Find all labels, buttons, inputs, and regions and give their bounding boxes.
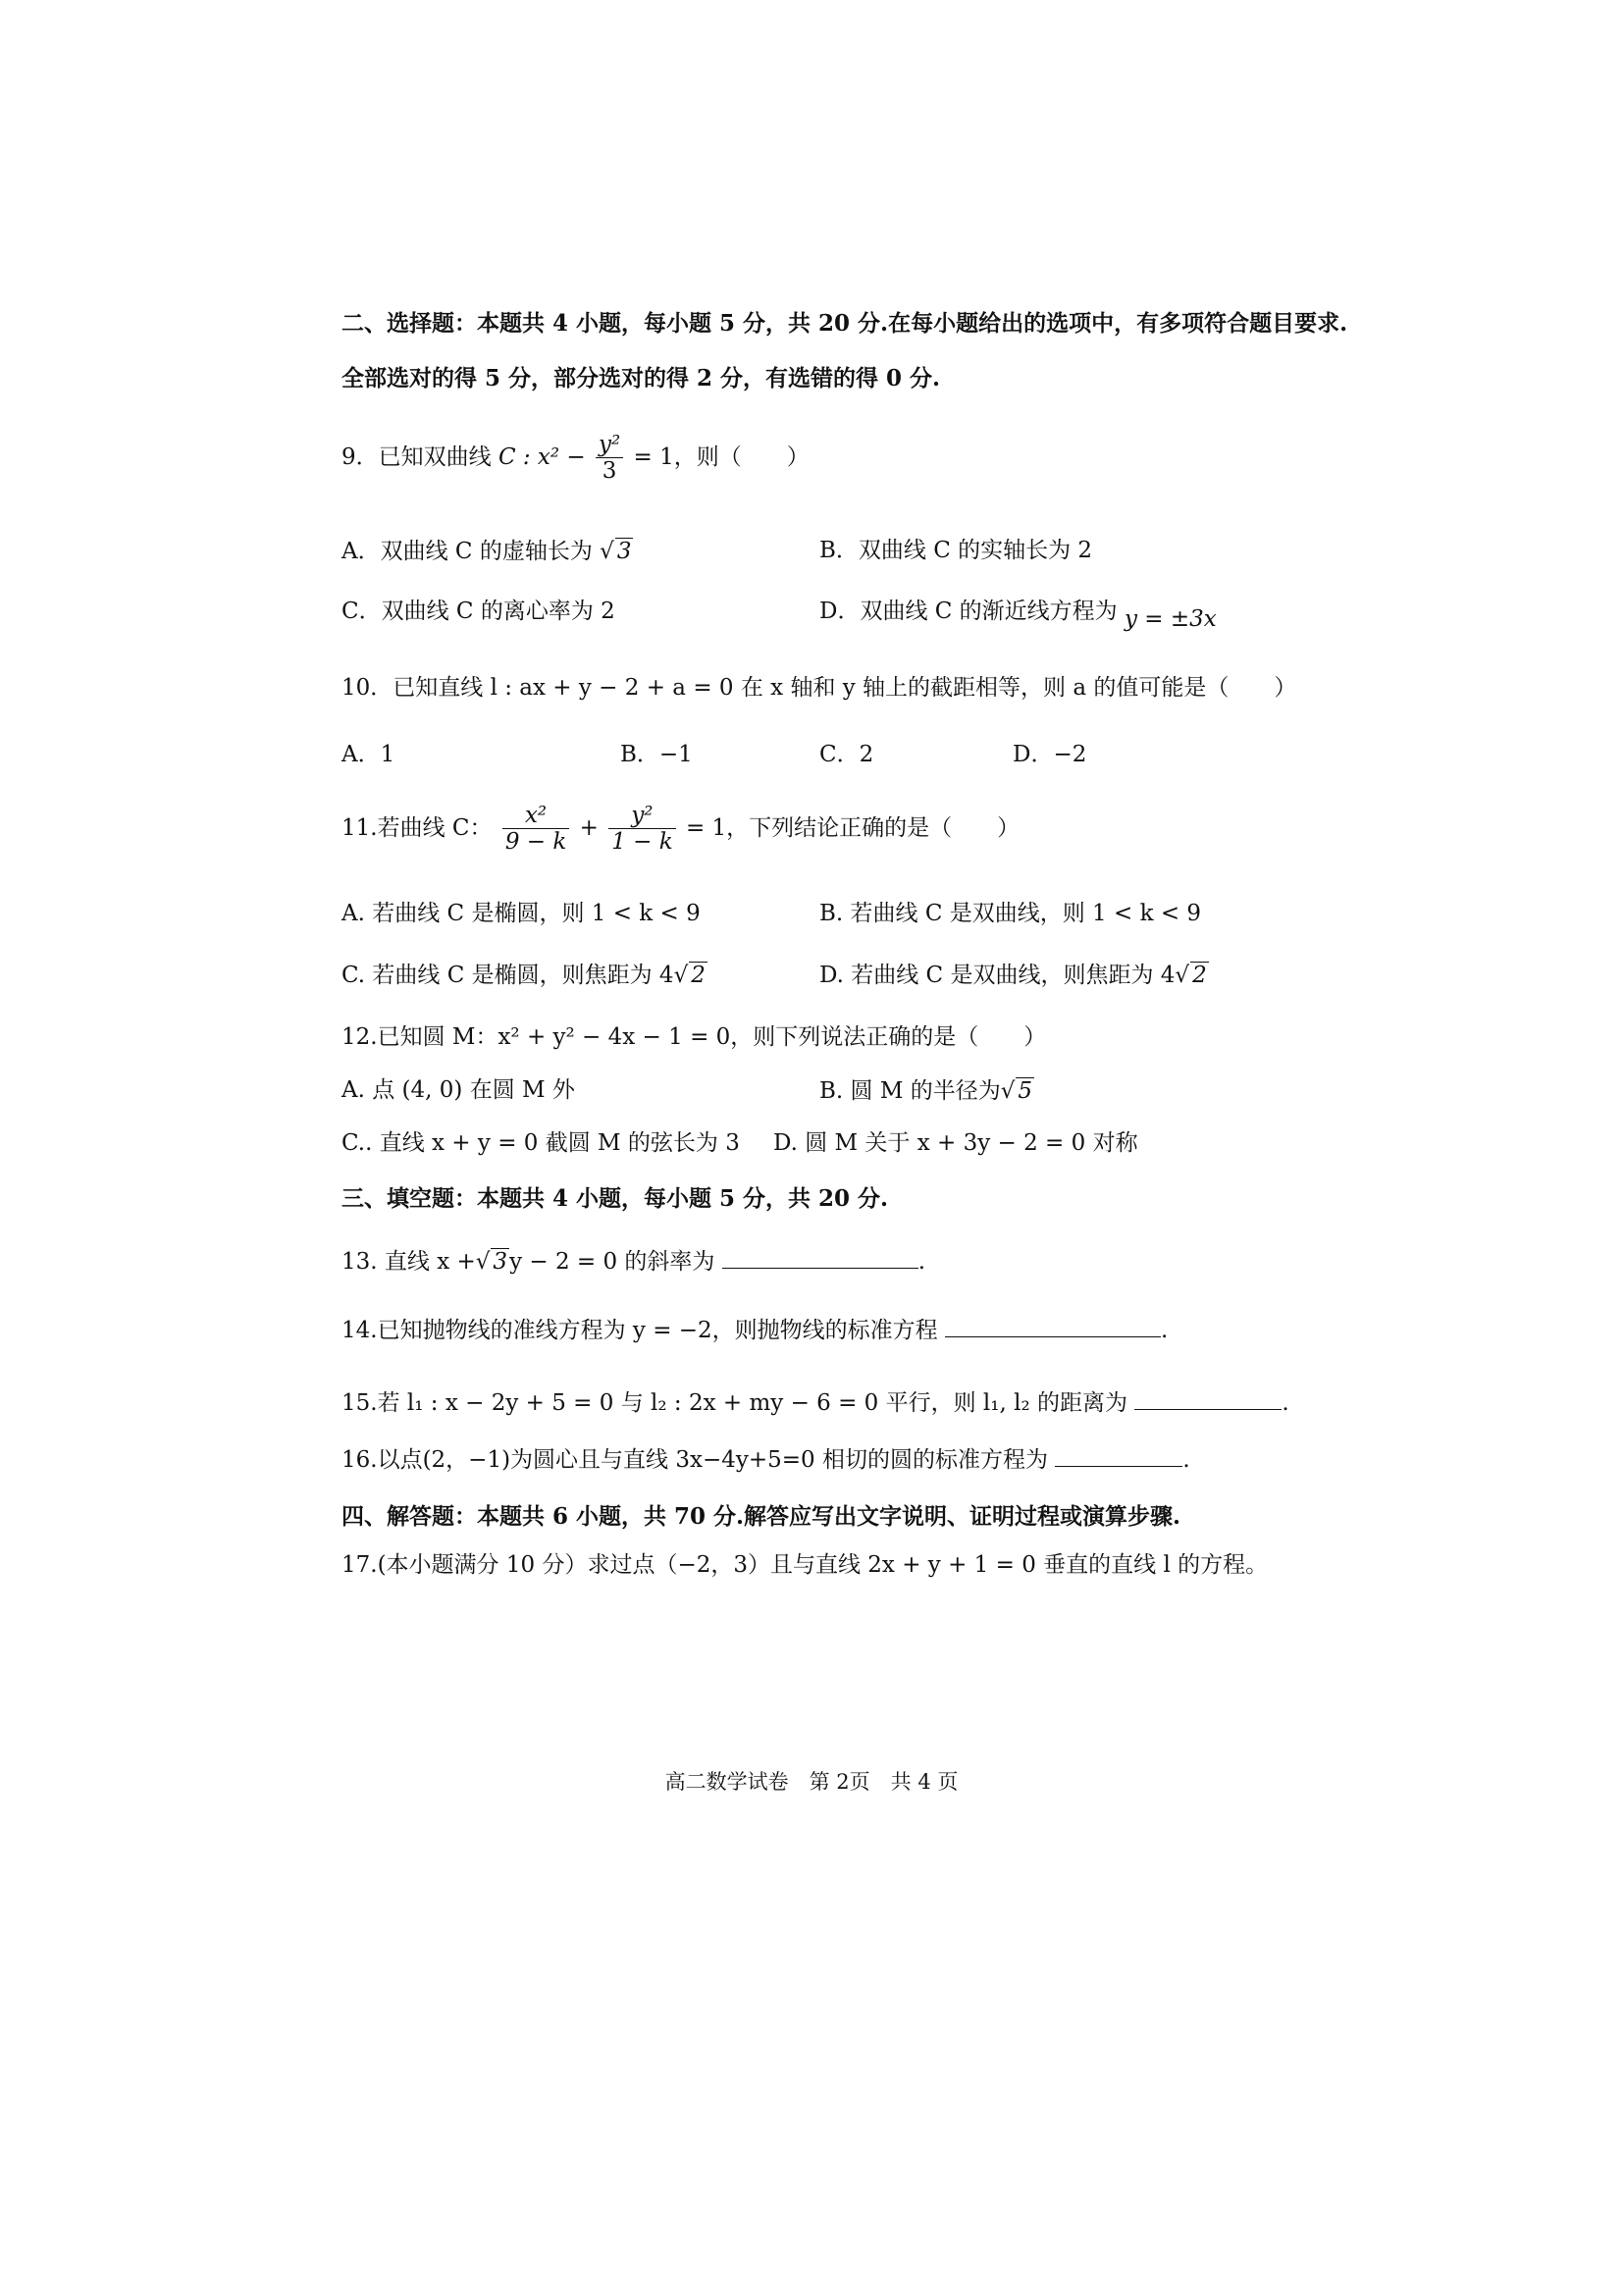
q11-plus: + (579, 814, 599, 841)
q11-option-a: A. 若曲线 C 是椭圆，则 1 < k < 9 (341, 901, 701, 926)
q12-option-b-text: B. 圆 M 的半径为 (819, 1078, 1001, 1104)
q12-option-a: A. 点 (4, 0) 在圆 M 外 (341, 1077, 575, 1103)
q16-text: 16.以点(2，−1)为圆心且与直线 3x−4y+5=0 相切的圆的标准方程为 (341, 1447, 1048, 1473)
q11-option-d: D. 若曲线 C 是双曲线，则焦距为 4√ 2 (819, 963, 1207, 988)
q15-end: . (1282, 1390, 1289, 1416)
q10-option-c: C．2 (819, 742, 874, 767)
question-12: 12.已知圆 M：x² + y² − 4x − 1 = 0，则下列说法正确的是（ ） (341, 1024, 1047, 1050)
q11-option-c: C. 若曲线 C 是椭圆，则焦距为 4√ 2 (341, 963, 706, 988)
section4-header: 四、解答题：本题共 6 小题，共 70 分.解答应写出文字说明、证明过程或演算步骤. (341, 1503, 1181, 1530)
q13-end: . (917, 1249, 926, 1275)
q14-answer-blank[interactable] (945, 1317, 1161, 1337)
q14-text: 14.已知抛物线的准线方程为 y = −2，则抛物线的标准方程 (341, 1318, 938, 1343)
q10-option-d: D．−2 (1013, 742, 1087, 767)
q9-frac-den: 3 (602, 458, 617, 485)
question-11 (341, 803, 1020, 856)
q9-option-a: A．双曲线 C 的虚轴长为 √ 3 (341, 539, 632, 564)
q12-option-b: B. 圆 M 的半径为√ 5 (819, 1078, 1032, 1104)
q11-option-c-text: C. 若曲线 C 是椭圆，则焦距为 4 (341, 963, 674, 988)
question-13: 13. 直线 x +√ 3y − 2 = 0 的斜率为 . (341, 1249, 926, 1275)
q10-option-b: B．−1 (620, 742, 693, 767)
q11-prefix: 11.若曲线 C： (341, 814, 493, 841)
q9-option-d (819, 599, 1217, 632)
q15-text: 15.若 l₁ : x − 2y + 5 = 0 与 l₂ : 2x + my − 6 = 0 平行，则 l₁, l₂ 的距离为 (341, 1390, 1128, 1416)
q12-option-c: C.. 直线 x + y = 0 截圆 M 的弦长为 3 (341, 1130, 740, 1156)
q16-end: . (1182, 1447, 1190, 1473)
q13-answer-blank[interactable] (722, 1248, 918, 1269)
q11-option-d-sqrt: 2 (1192, 963, 1207, 988)
q11-option-b: B. 若曲线 C 是双曲线，则 1 < k < 9 (819, 901, 1202, 926)
q14-end: . (1161, 1318, 1169, 1343)
q11-option-d-text: D. 若曲线 C 是双曲线，则焦距为 4 (819, 963, 1176, 988)
question-14 (341, 1317, 1168, 1345)
q11-option-c-sqrt: 2 (691, 963, 706, 988)
q9-option-d-text: D．双曲线 C 的渐近线方程为 (819, 599, 1118, 624)
q9-option-c: C．双曲线 C 的离心率为 2 (341, 599, 615, 624)
q11-fraction-2 (608, 803, 675, 856)
page-footer: 高二数学试卷 第 2页 共 4 页 (664, 1770, 959, 1794)
q9-curve: C : x² − (497, 444, 586, 470)
q9-rest: = 1，则（ ） (633, 444, 810, 470)
q13-rest: y − 2 = 0 的斜率为 (509, 1249, 715, 1275)
section2-header-line1: 二、选择题：本题共 4 小题，每小题 5 分，共 20 分.在每小题给出的选项中，有多项符合题目要求. (341, 310, 1348, 337)
q9-frac-num: y² (596, 432, 623, 458)
question-10: 10．已知直线 l : ax + y − 2 + a = 0 在 x 轴和 y 轴上的截距相等，则 a 的值可能是（ ） (341, 675, 1297, 701)
q11-frac2-den: 1 − k (611, 829, 673, 856)
q11-frac1-num: x² (502, 803, 569, 829)
q9-option-a-text: A．双曲线 C 的虚轴长为 (341, 539, 593, 564)
question-9 (341, 432, 810, 485)
q15-answer-blank[interactable] (1134, 1389, 1282, 1410)
q11-frac2-num: y² (608, 803, 675, 829)
q11-rest: = 1，下列结论正确的是（ ） (685, 814, 1021, 841)
q9-option-d-eq: y = ±3x (1124, 606, 1217, 632)
q12-option-d: D. 圆 M 关于 x + 3y − 2 = 0 对称 (773, 1130, 1138, 1156)
question-15 (341, 1389, 1289, 1418)
section2-header-line2: 全部选对的得 5 分，部分选对的得 2 分，有选错的得 0 分. (341, 365, 941, 391)
q10-option-a: A．1 (341, 742, 395, 767)
q9-option-a-sqrt: 3 (616, 539, 632, 564)
section3-header: 三、填空题：本题共 4 小题，每小题 5 分，共 20 分. (341, 1185, 889, 1212)
q13-sqrt: 3 (493, 1249, 508, 1275)
question-16 (341, 1446, 1190, 1475)
q9-fraction (596, 432, 623, 485)
q9-prefix: 9．已知双曲线 (341, 444, 492, 470)
question-17: 17.(本小题满分 10 分）求过点（−2，3）且与直线 2x + y + 1 = 0 垂直的直线 l 的方程。 (341, 1552, 1269, 1578)
q16-answer-blank[interactable] (1055, 1446, 1182, 1467)
q9-option-b: B．双曲线 C 的实轴长为 2 (819, 538, 1093, 563)
q13-prefix: 13. 直线 x + (341, 1249, 476, 1275)
q11-frac1-den: 9 − k (504, 829, 567, 856)
q11-fraction-1 (502, 803, 569, 856)
q12-option-b-sqrt: 5 (1018, 1078, 1032, 1104)
